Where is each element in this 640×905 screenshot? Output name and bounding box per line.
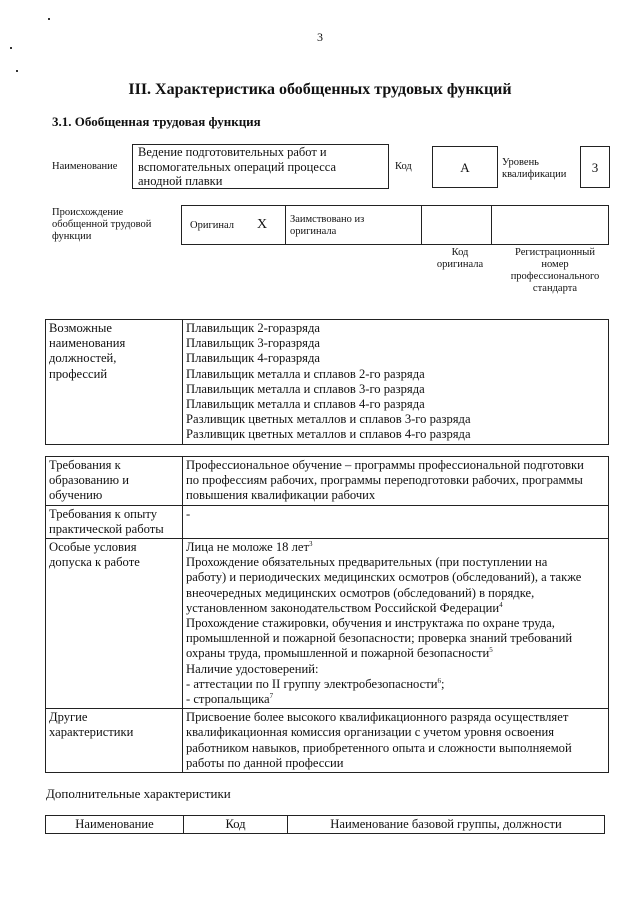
scan-mark <box>48 18 50 20</box>
scan-mark <box>10 47 12 49</box>
level-label: Уровень квалификации <box>502 157 567 180</box>
name-value-box <box>132 144 389 189</box>
position-item: Плавильщик металла и сплавов 4-го разряда <box>186 397 425 412</box>
additional-table <box>45 815 605 834</box>
position-item: Плавильщик 4-горазряда <box>186 351 320 366</box>
requirements-table <box>45 456 609 773</box>
other-label: Другие характеристики <box>46 709 183 773</box>
level-value: 3 <box>591 160 599 175</box>
borrowed-label: Заимствовано из оригинала <box>290 214 365 237</box>
scan-mark <box>16 70 18 72</box>
footnote-ref: 6 <box>437 676 441 685</box>
education-label: Требования к образованию и обучению <box>46 457 183 506</box>
origin-label: Происхождение обобщенной трудовой функции <box>52 207 152 242</box>
code-value-box <box>432 146 498 188</box>
positions-table <box>45 319 609 445</box>
positions-list <box>183 320 609 445</box>
special-conditions-label: Особые условия допуска к работе <box>46 539 183 709</box>
origin-row-box <box>181 205 609 245</box>
position-item: Плавильщик металла и сплавов 2-го разряда <box>186 366 425 381</box>
original-label: Оригинал <box>190 220 234 231</box>
footnote-ref: 5 <box>489 646 493 655</box>
column-header-base-group: Наименование базовой группы, должности <box>288 816 605 834</box>
special-conditions-value: Лица не моложе 18 лет$^3$ Прохождение обязательных предварительных (при поступлении на работу) и периодических медицинских осмотров (обследований), а также внеочередных медицинских осмотров (обследований) в порядке, установленном законодательством Российской Федерации$^4$ Прохождение стажировки, обучения и инструктажа по охране труда, промышленной и пожарной безопасности; проверка знаний требований охраны труда, промышленной и пожарной безопасности$^5$ Наличие удостоверений: - аттестации по II группу электробезопасности$^6$; - стропальщика$^7$ <box>183 539 609 709</box>
code-label: Код <box>395 161 412 172</box>
experience-label: Требования к опыту практической работы <box>46 505 183 538</box>
footnote-ref: 4 <box>499 600 503 609</box>
other-value: Присвоение более высокого квалификационного разряда осуществляет квалификационная комиссия организации с учетом уровня освоения работником навыков, приобретенного опыта и сложности выполняемой работы по данной профессии <box>183 709 609 773</box>
original-mark: X <box>257 217 268 232</box>
name-value-line: Ведение подготовительных работ и <box>138 145 327 159</box>
position-item: Плавильщик 3-горазряда <box>186 336 320 351</box>
position-item: Разливщик цветных металлов и сплавов 3-го разряда <box>186 412 471 427</box>
positions-label: Возможные наименования должностей, профессий <box>46 320 183 445</box>
name-value-line: анодной плавки <box>138 174 223 188</box>
level-value-box <box>580 146 610 188</box>
experience-value: - <box>183 505 609 538</box>
section-title: III. Характеристика обобщенных трудовых функций <box>128 81 512 98</box>
code-value: А <box>460 160 470 175</box>
position-item: Плавильщик металла и сплавов 3-го разряда <box>186 381 425 396</box>
reg-number-caption: Регистрационный номер профессионального стандарта <box>510 247 600 294</box>
column-header-name: Наименование <box>46 816 184 834</box>
column-header-code: Код <box>184 816 288 834</box>
education-value: Профессиональное обучение – программы профессиональной подготовки по профессиям рабочих, программы переподготовки рабочих, программы повышения квалификации рабочих <box>183 457 609 506</box>
position-item: Разливщик цветных металлов и сплавов 4-го разряда <box>186 427 471 442</box>
footnote-ref: 7 <box>269 692 274 701</box>
page-number: 3 <box>317 30 323 44</box>
position-item: Плавильщик 2-горазряда <box>186 321 320 335</box>
additional-title: Дополнительные характеристики <box>46 786 231 801</box>
name-label: Наименование <box>52 161 118 172</box>
footnote-ref: 3 <box>309 540 313 549</box>
code-original-caption: Код оригинала <box>436 247 484 270</box>
subsection-title: 3.1. Обобщенная трудовая функция <box>52 114 261 129</box>
name-value-line: вспомогательных операций процесса <box>138 159 337 174</box>
